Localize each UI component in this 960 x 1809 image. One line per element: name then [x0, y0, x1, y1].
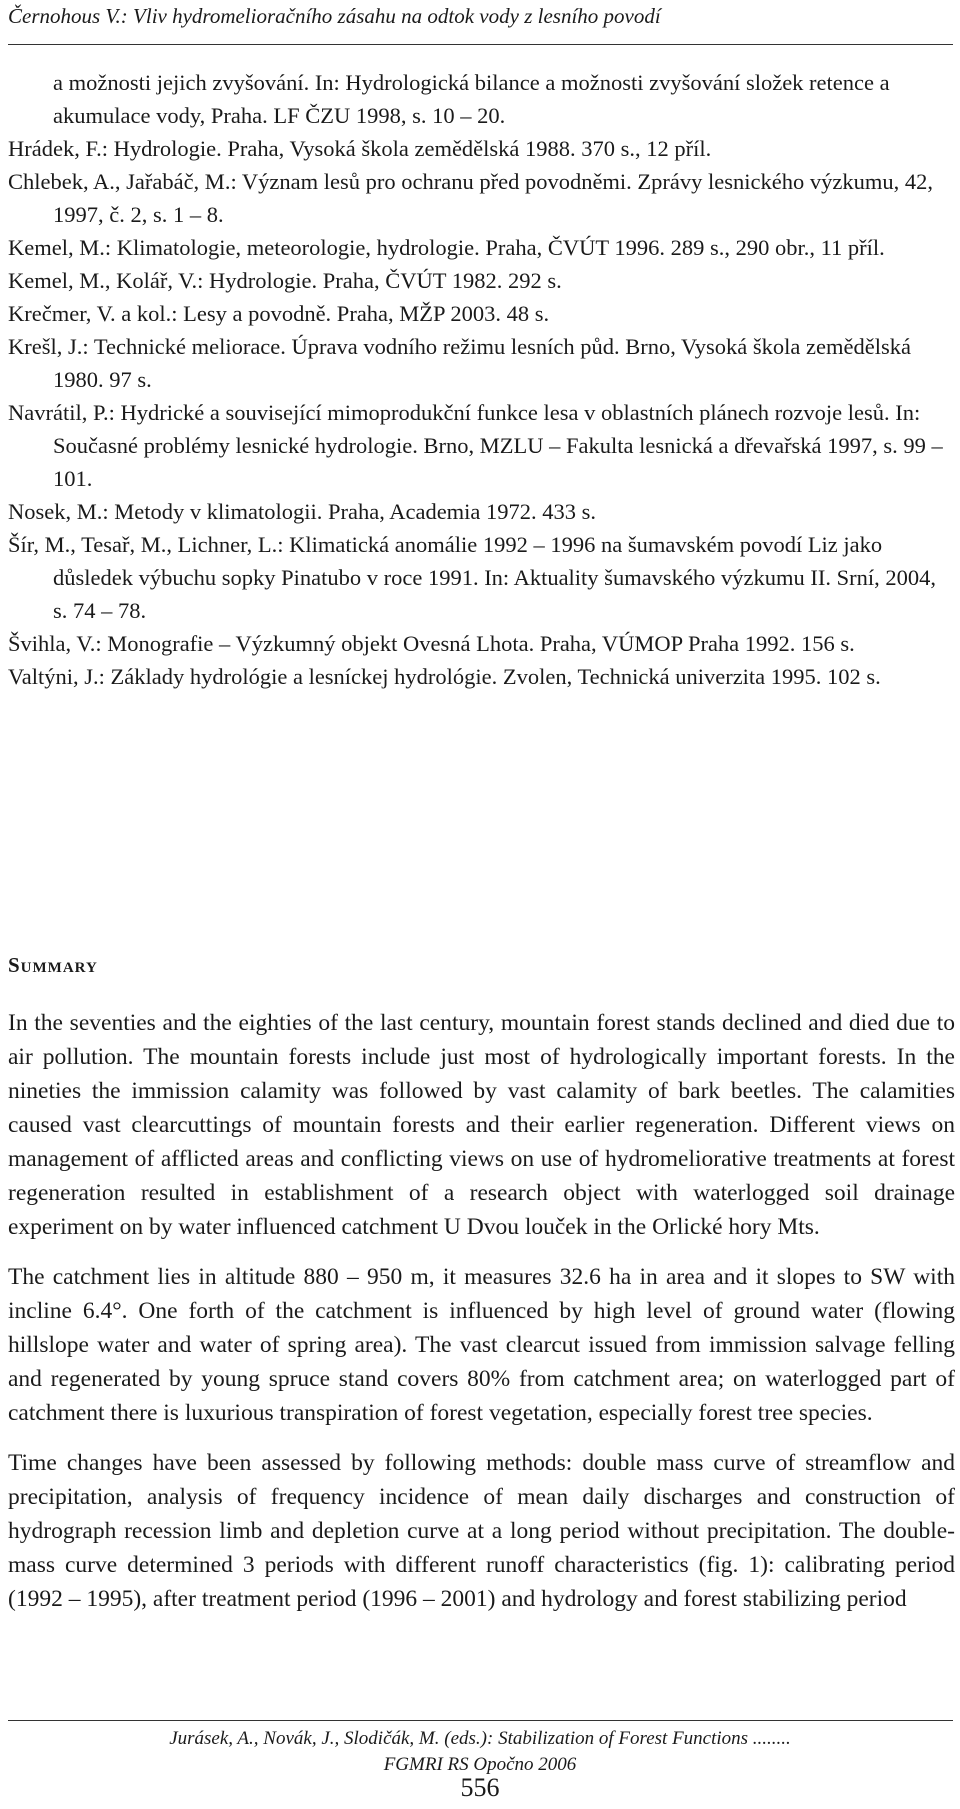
reference-item: a možnosti jejich zvyšování. In: Hydrologická bilance a možnosti zvyšování složek retence a akumulace vody, Praha. LF ČZU 1998, s. 10 – 20. [53, 70, 890, 128]
summary-heading: Summary [8, 953, 98, 977]
footer-citation: Jurásek, A., Novák, J., Slodičák, M. (eds.): Stabilization of Forest Functions ........ [169, 1728, 791, 1749]
reference-list [8, 66, 953, 693]
page-footer [0, 1720, 960, 1778]
reference-item: Kemel, M.: Klimatologie, meteorologie, hydrologie. Praha, ČVÚT 1996. 289 s., 290 obr., 11 příl. [8, 235, 885, 260]
summary-section [8, 1006, 955, 1632]
reference-item: Chlebek, A., Jařabáč, M.: Význam lesů pro ochranu před povodněmi. Zprávy lesnického výzkumu, 42, 1997, č. 2, s. 1 – 8. [8, 169, 933, 227]
summary-paragraph: In the seventies and the eighties of the last century, mountain forest stands declined and died due to air pollution. The mountain forests include just most of hydrologically important forests. In the nineties the immission calamity was followed by vast calamity of bark beetles. The calamities caused vast clearcuttings of mountain forests and their earlier regeneration. Different views on management of afflicted areas and conflicting views on use of hydromeliorative treatments at forest regeneration resulted in establishment of a research object with waterlogged soil drainage experiment on by water influenced catchment U Dvou louček in the Orlické hory Mts. [8, 1010, 955, 1240]
reference-item: Nosek, M.: Metody v klimatologii. Praha, Academia 1972. 433 s. [8, 499, 597, 524]
summary-paragraph: The catchment lies in altitude 880 – 950 m, it measures 32.6 ha in area and it slopes to SW with incline 6.4°. One forth of the catchment is influenced by high level of ground water (flowing hillslope water and water of spring area). The vast clearcut issued from immission salvage felling and regenerated by young spruce stand covers 80% from catchment area; on waterlogged part of catchment there is luxurious transpiration of forest vegetation, especially forest tree species. [8, 1264, 955, 1426]
reference-item: Šír, M., Tesař, M., Lichner, L.: Klimatická anomálie 1992 – 1996 na šumavském povodí Liz jako důsledek výbuchu sopky Pinatubo v roce 1991. In: Aktuality šumavského výzkumu II. Srní, 2004, s. 74 – 78. [8, 532, 937, 623]
summary-paragraph: Time changes have been assessed by following methods: double mass curve of streamflow and precipitation, analysis of frequency incidence of mean daily discharges and construction of hydrograph recession limb and depletion curve at a long period without precipitation. The double-mass curve determined 3 periods with different runoff characteristics (fig. 1): calibrating period (1992 – 1995), after treatment period (1996 – 2001) and hydrology and forest stabilizing period [8, 1450, 955, 1612]
reference-item: Valtýni, J.: Základy hydrológie a lesníckej hydrológie. Zvolen, Technická univerzita 1995. 102 s. [8, 664, 881, 689]
reference-item: Hrádek, F.: Hydrologie. Praha, Vysoká škola zemědělská 1988. 370 s., 12 příl. [8, 136, 712, 161]
reference-item: Krečmer, V. a kol.: Lesy a povodně. Praha, MŽP 2003. 48 s. [8, 301, 550, 326]
reference-item: Kemel, M., Kolář, V.: Hydrologie. Praha, ČVÚT 1982. 292 s. [8, 268, 562, 293]
reference-item: Krešl, J.: Technické meliorace. Úprava vodního režimu lesních půd. Brno, Vysoká škola zemědělská 1980. 97 s. [8, 334, 911, 392]
page-number: 556 [460, 1773, 500, 1802]
running-title: Černohous V.: Vliv hydromelioračního zásahu na odtok vody z lesního povodí [8, 4, 661, 28]
reference-item: Švihla, V.: Monografie – Výzkumný objekt Ovesná Lhota. Praha, VÚMOP Praha 1992. 156 s. [8, 631, 855, 656]
reference-item: Navrátil, P.: Hydrické a související mimoprodukční funkce lesa v oblastních plánech rozvoje lesů. In: Současné problémy lesnické hydrologie. Brno, MZLU – Fakulta lesnická a dřevařská 1997, s. 99 – 101. [8, 400, 943, 491]
footer-publisher: FGMRI RS Opočno 2006 [383, 1754, 577, 1775]
running-header [8, 4, 953, 45]
